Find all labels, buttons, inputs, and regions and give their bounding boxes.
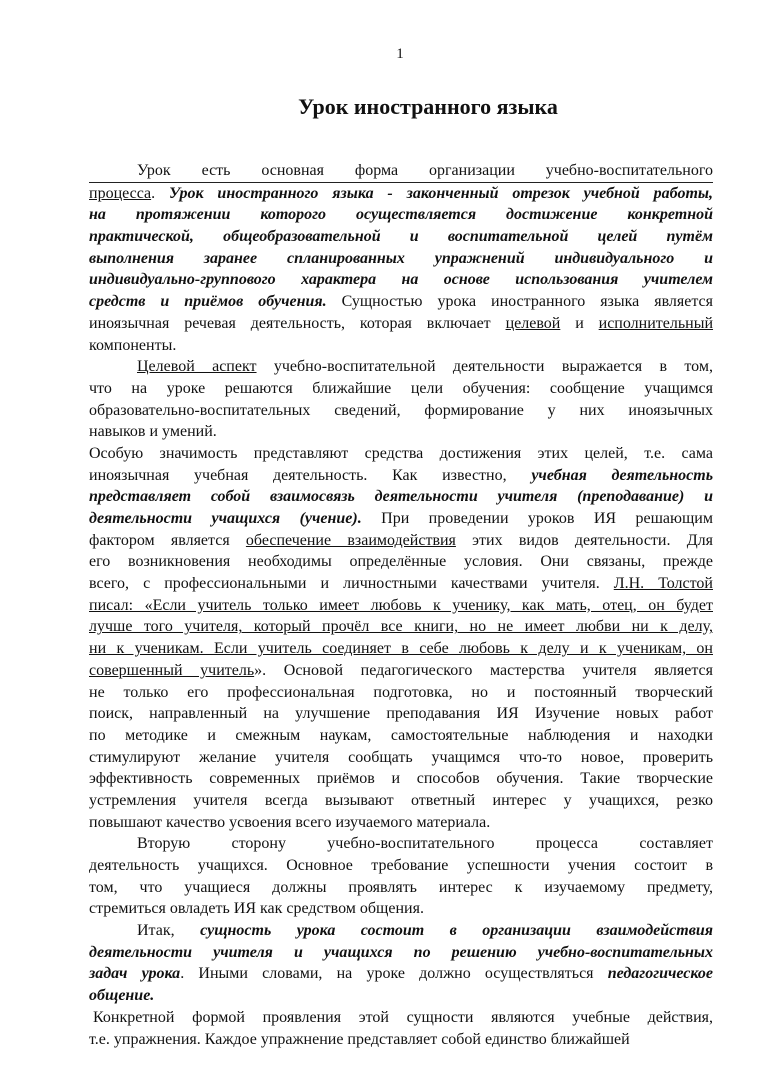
text-segment: Целевой аспект [137, 358, 257, 376]
text-segment: ». Основой педагогического мастерства учителя является [254, 661, 713, 679]
text-segment: его возникновения необходимы определённые условия. Они связаны, прежде [89, 553, 713, 571]
text-line [89, 985, 713, 1007]
document-body [89, 160, 713, 1050]
text-segment: деятельность учащихся. Основное требование успешности учения состоит в [89, 857, 713, 874]
text-line [89, 421, 713, 443]
text-segment: сущность урока состоит в организации взаимодействия [200, 922, 713, 940]
text-segment: лучше того учителя, который прочёл все книги, но не имеет любви ни к делу, [89, 618, 713, 636]
text-segment: всего, с профессиональными и личностными качествами учителя. [89, 575, 614, 593]
text-segment: совершенный учитель [89, 661, 255, 679]
text-segment: устремления учителя всегда вызывают ответный интерес у учащихся, резко [89, 791, 713, 809]
text-line [89, 551, 713, 573]
text-line [89, 378, 713, 400]
text-segment: не только его профессиональная подготовка, но и постоянный творческий [89, 683, 713, 701]
text-line [89, 291, 713, 313]
text-line [89, 920, 713, 942]
text-line [89, 226, 713, 248]
text-segment: и [560, 314, 599, 332]
text-line [89, 682, 713, 704]
text-segment: Вторую сторону учебно-воспитательного процесса составляет [137, 835, 713, 853]
text-segment: на протяжении которого осуществляется достижение конкретной [89, 206, 713, 224]
text-segment: Сущностью урока иностранного языка является [326, 293, 714, 311]
text-line [89, 833, 713, 855]
text-segment: навыков и умений. [89, 423, 217, 441]
text-segment: Итак, [137, 922, 201, 940]
text-segment: что на уроке решаются ближайшие цели обучения: сообщение учащимся [89, 379, 713, 397]
text-line [89, 160, 713, 183]
text-segment: . Иными словами, на уроке должно осуществляться [180, 965, 608, 983]
text-segment: педагогическое [607, 965, 713, 983]
text-line [89, 898, 713, 920]
text-segment: учебная деятельность [531, 466, 713, 484]
text-segment: исполнительный [598, 314, 714, 332]
text-segment: повышают качество усвоения всего изучаемого материала. [89, 813, 491, 831]
text-segment: индивидуально-группового характера на основе использования учителем [89, 271, 713, 289]
text-segment: компоненты. [89, 336, 177, 354]
text-segment: обеспечение взаимодействия [245, 531, 456, 549]
text-line [89, 269, 713, 291]
text-line [89, 335, 713, 357]
text-segment: задач урока [89, 965, 181, 983]
text-line [89, 942, 713, 964]
text-line [89, 963, 713, 985]
text-line [89, 183, 713, 205]
text-segment: стимулируют желание учителя сообщать учащимся что-то новое, проверить [89, 748, 713, 766]
text-line [89, 877, 713, 899]
text-segment: т.е. упражнения. Каждое упражнение представляет собой единство ближайшей [89, 1030, 630, 1048]
text-segment: иноязычная речевая деятельность, которая включает [89, 314, 506, 332]
text-line [89, 1007, 713, 1029]
text-segment: целевой [505, 314, 561, 332]
text-segment: . [151, 184, 169, 202]
text-segment: по методике и смежным наукам, самостоятельные наблюдения и находки [89, 726, 713, 744]
text-line [89, 313, 713, 335]
text-segment: общение. [89, 987, 155, 1005]
text-line [89, 204, 713, 226]
text-line [89, 486, 713, 508]
text-segment: этих видов деятельности. Для [455, 531, 713, 549]
text-segment: выполнения заранее спланированных упражнений индивидуального и [89, 249, 713, 267]
text-segment: Особую значимость представляют средства достижения этих целей, т.е. сама [89, 444, 713, 462]
text-segment: Л.Н. Толстой [613, 575, 713, 593]
text-segment: стремиться овладеть ИЯ как средством общения. [89, 900, 424, 918]
text-line [89, 1029, 713, 1051]
text-segment: писал: «Если учитель только имеет любовь к ученику, как мать, отец, он будет [89, 596, 713, 614]
text-segment: представляет собой взаимосвязь деятельности учителя (преподавание) и [89, 488, 713, 506]
text-segment: том, что учащиеся должны проявлять интерес к изучаемому предмету, [89, 878, 713, 896]
text-segment: деятельности учащихся (учение). [89, 510, 362, 527]
text-segment: При проведении уроков ИЯ решающим [361, 510, 713, 527]
text-line [89, 812, 713, 834]
text-segment: Урок есть основная форма организации учебно-воспитательного [137, 162, 713, 179]
text-segment: Урок иностранного языка - законченный отрезок учебной работы, [168, 184, 714, 202]
text-segment: эффективность современных приёмов и способов обучения. Такие творческие [89, 770, 713, 788]
text-segment: ни к ученикам. Если учитель соединяет в себе любовь к делу и к ученикам, он [89, 640, 713, 658]
text-line [89, 248, 713, 270]
text-line [89, 465, 713, 487]
text-line [89, 530, 713, 552]
text-segment: фактором является [89, 531, 246, 549]
text-line [89, 616, 713, 638]
text-line [89, 356, 713, 378]
text-segment: поиск, направленный на улучшение преподавания ИЯ Изучение новых работ [89, 705, 713, 723]
text-segment: образовательно-воспитательных сведений, формирование у них иноязычных [89, 401, 713, 419]
text-line [89, 703, 713, 725]
text-segment: процесса [89, 184, 152, 202]
text-line [89, 443, 713, 465]
text-line [89, 660, 713, 682]
text-line [89, 855, 713, 877]
text-line [89, 790, 713, 812]
text-segment: учебно-воспитательной деятельности выражается в том, [256, 358, 714, 376]
text-line [89, 725, 713, 747]
document-title: Урок иностранного языка [298, 94, 558, 119]
text-segment: Конкретной формой проявления этой сущности являются учебные действия, [93, 1008, 713, 1026]
text-segment: средств и приёмов обучения. [89, 293, 327, 311]
text-line [89, 400, 713, 422]
text-line [89, 573, 713, 595]
text-segment: практической, общеобразовательной и воспитательной целей путём [89, 228, 713, 246]
text-line [89, 747, 713, 769]
page-number: 1 [396, 46, 404, 62]
text-segment: деятельности учителя и учащихся по решению учебно-воспитательных [89, 943, 713, 961]
text-segment: иноязычная учебная деятельность. Как известно, [89, 466, 532, 484]
text-line [89, 638, 713, 660]
text-line [89, 595, 713, 617]
text-line [89, 768, 713, 790]
text-line [89, 508, 713, 530]
